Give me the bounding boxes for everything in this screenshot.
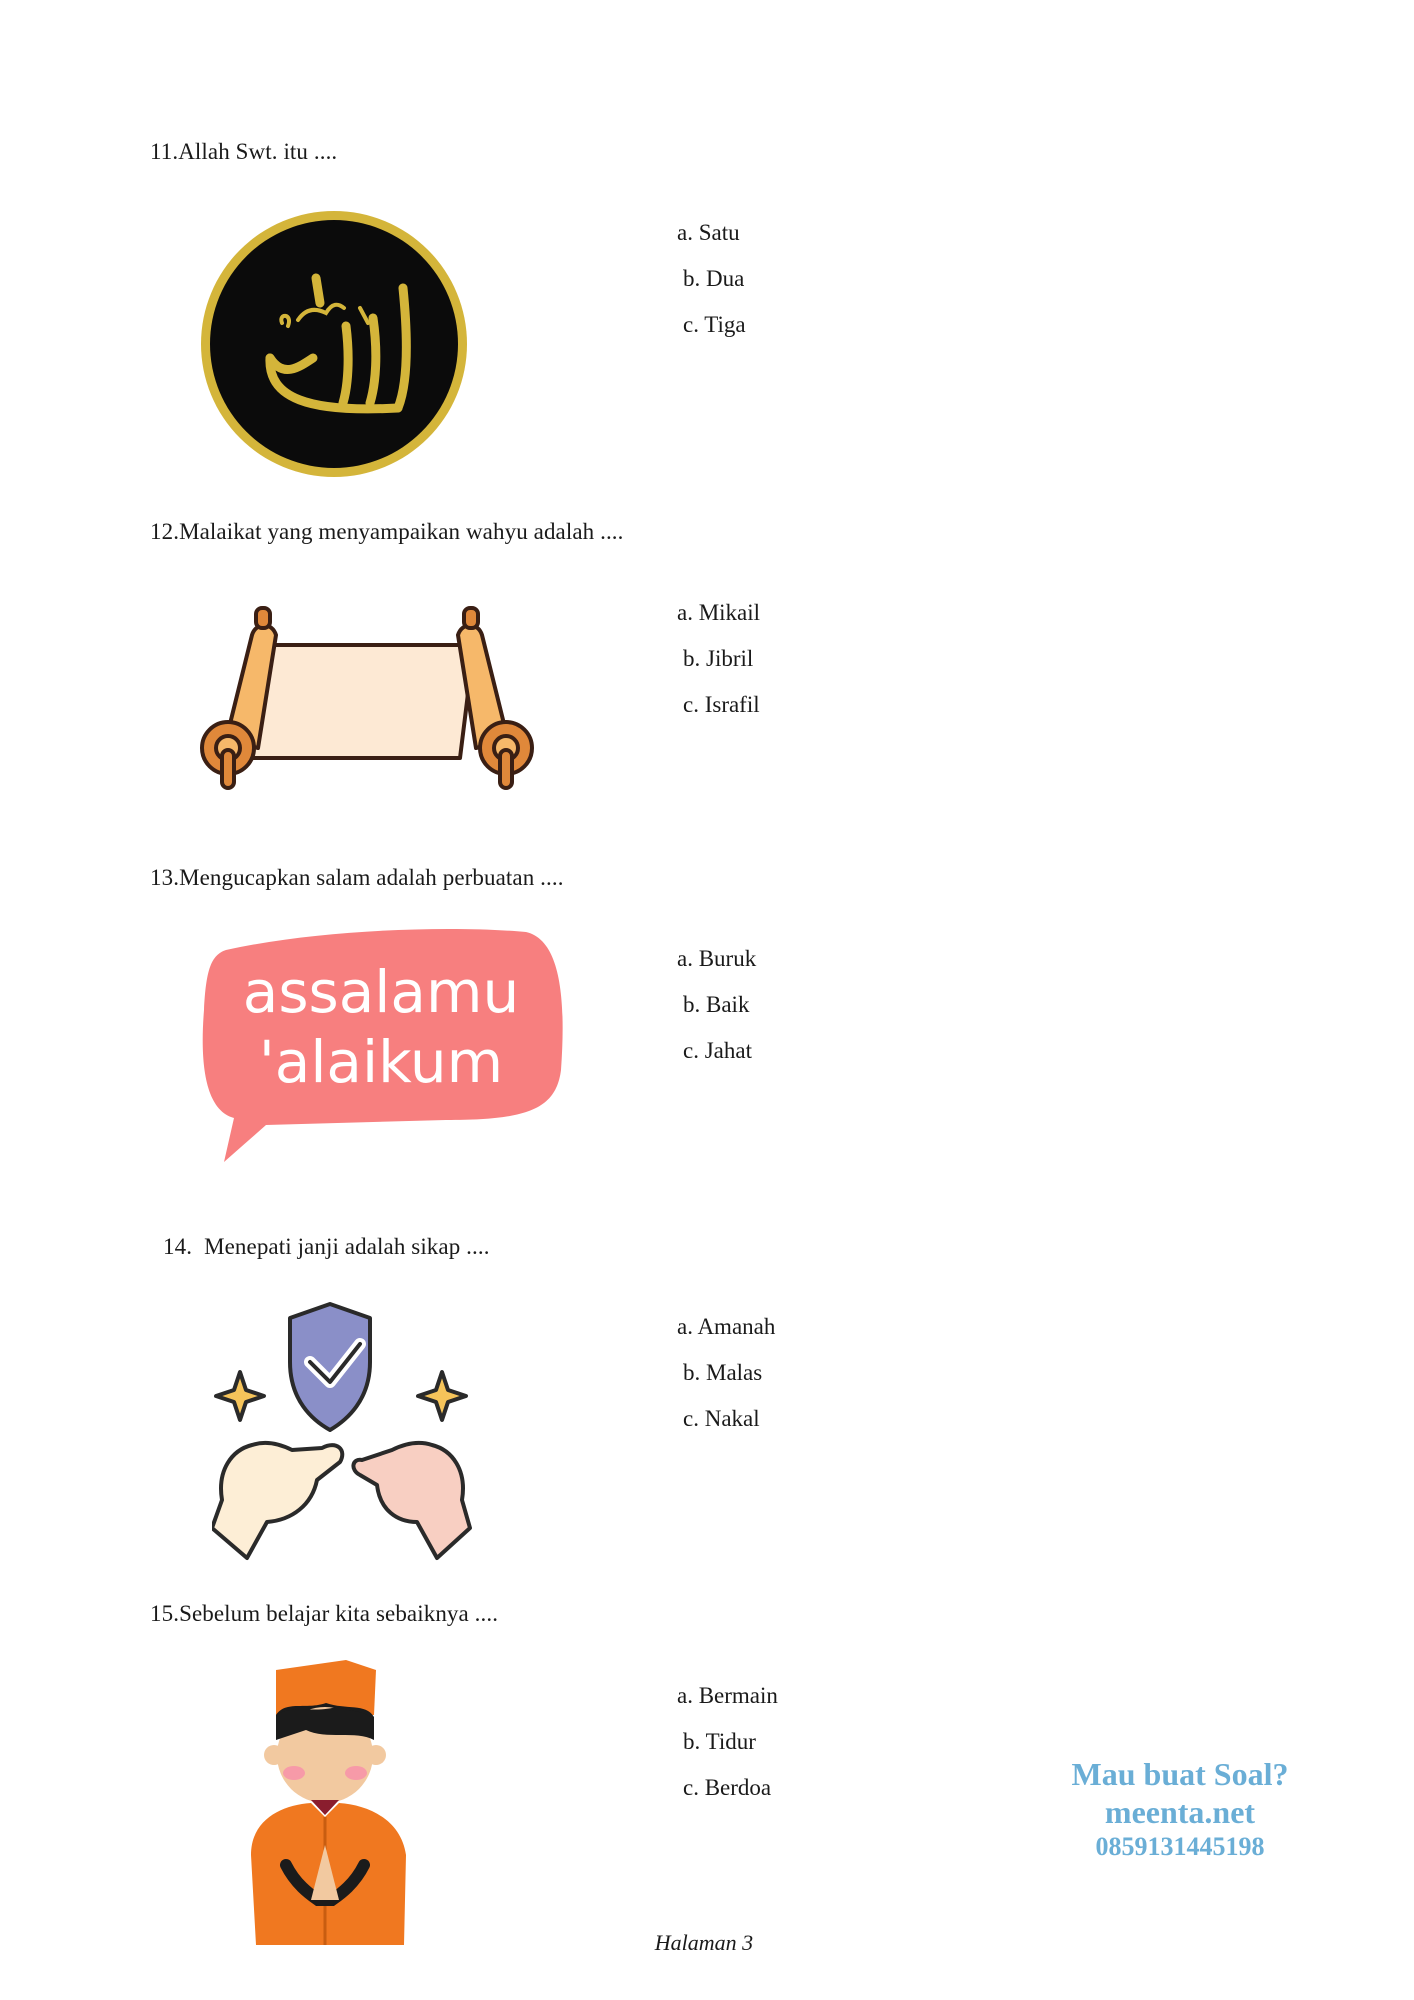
question-number: 12. bbox=[150, 519, 180, 544]
options-15 bbox=[677, 1673, 778, 1811]
option-b[interactable]: b. Jibril bbox=[683, 646, 754, 671]
options-13 bbox=[677, 936, 756, 1074]
question-text: Allah Swt. itu .... bbox=[178, 139, 338, 164]
question-12 bbox=[150, 519, 624, 545]
page-footer bbox=[0, 1930, 1414, 1956]
question-number: 11. bbox=[150, 139, 179, 164]
promo-website[interactable]: meenta.net bbox=[1104, 1794, 1256, 1830]
promo-line-1: Mau buat Soal? bbox=[1071, 1756, 1289, 1792]
speech-bubble-icon bbox=[196, 920, 566, 1170]
promo-phone: 0859131445198 bbox=[1095, 1832, 1265, 1861]
question-number: 13. bbox=[150, 865, 180, 890]
question-number: 15. bbox=[150, 1601, 180, 1626]
option-c[interactable]: c. Berdoa bbox=[683, 1775, 772, 1800]
allah-calligraphy-icon bbox=[198, 208, 470, 485]
bubble-text-line1: assalamu bbox=[242, 958, 520, 1026]
pinky-promise-icon bbox=[212, 1300, 472, 1567]
option-b[interactable]: b. Malas bbox=[683, 1360, 763, 1385]
question-13 bbox=[150, 865, 564, 891]
question-text: Sebelum belajar kita sebaiknya .... bbox=[179, 1601, 499, 1626]
question-text: Menepati janji adalah sikap .... bbox=[204, 1234, 490, 1259]
options-14 bbox=[677, 1304, 775, 1442]
option-a[interactable]: a. Amanah bbox=[677, 1314, 776, 1339]
option-c[interactable]: c. Israfil bbox=[683, 692, 760, 717]
bubble-text-line2: 'alaikum bbox=[258, 1028, 504, 1096]
options-11 bbox=[677, 210, 746, 348]
praying-boy-icon bbox=[246, 1655, 422, 1956]
question-15 bbox=[150, 1601, 498, 1627]
option-c[interactable]: c. Jahat bbox=[683, 1038, 752, 1063]
question-11 bbox=[150, 139, 337, 165]
option-c[interactable]: c. Nakal bbox=[683, 1406, 760, 1431]
question-number: 14. bbox=[163, 1234, 193, 1259]
option-a[interactable]: a. Satu bbox=[677, 220, 740, 245]
options-12 bbox=[677, 590, 760, 728]
scroll-icon bbox=[196, 600, 538, 800]
option-a[interactable]: a. Mikail bbox=[677, 600, 761, 625]
page-number-label: Halaman 3 bbox=[654, 1930, 754, 1955]
option-b[interactable]: b. Tidur bbox=[683, 1729, 756, 1754]
option-a[interactable]: a. Buruk bbox=[677, 946, 757, 971]
question-14 bbox=[163, 1234, 490, 1260]
promo-watermark bbox=[1030, 1755, 1330, 1863]
option-c[interactable]: c. Tiga bbox=[683, 312, 746, 337]
option-b[interactable]: b. Dua bbox=[683, 266, 745, 291]
option-a[interactable]: a. Bermain bbox=[677, 1683, 778, 1708]
question-text: Malaikat yang menyampaikan wahyu adalah .... bbox=[179, 519, 624, 544]
option-b[interactable]: b. Baik bbox=[683, 992, 750, 1017]
question-text: Mengucapkan salam adalah perbuatan .... bbox=[179, 865, 564, 890]
